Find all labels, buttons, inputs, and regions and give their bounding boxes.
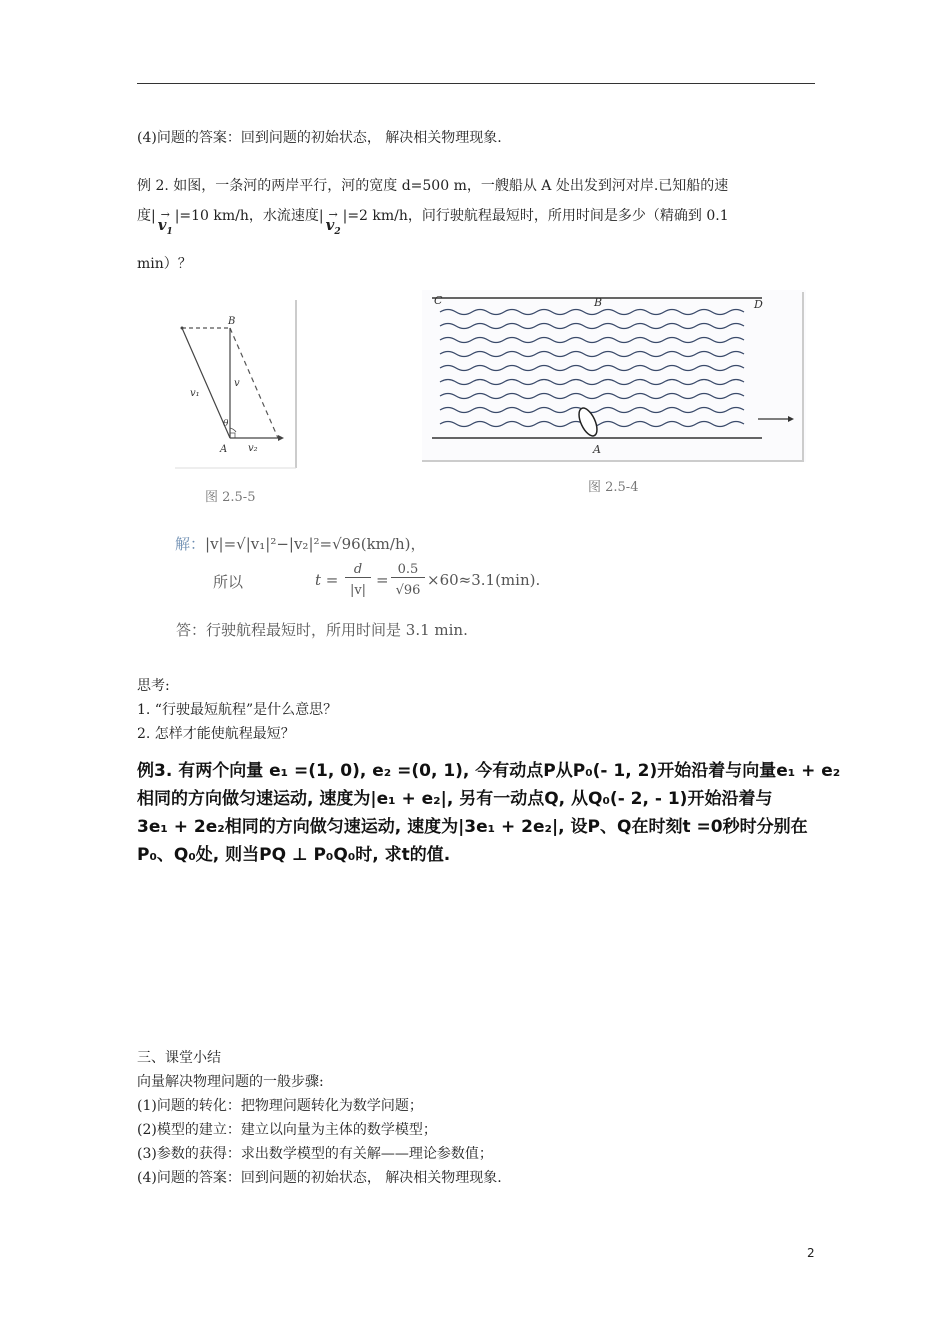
- label-A-river: A: [593, 443, 601, 456]
- label-theta: θ: [223, 419, 229, 429]
- summary-step-4: (4)问题的答案：回到问题的初始状态， 解决相关物理现象.: [137, 1170, 502, 1186]
- river-figure: [422, 290, 806, 465]
- solution-t-eq: t =: [315, 571, 339, 589]
- think-question-2: 2. 怎样才能使航程最短？: [137, 726, 295, 742]
- think-title: 思考:: [137, 678, 170, 694]
- example2-line2: [137, 206, 729, 238]
- example2-line2-a: 度|: [137, 208, 156, 224]
- label-B: B: [228, 316, 236, 327]
- summary-step-3: (3)参数的获得：求出数学模型的有关解——理论参数值；: [137, 1146, 493, 1162]
- v2-symbol: v: [325, 216, 335, 234]
- vector-diagram-figure: [170, 300, 300, 472]
- solution-line1: [175, 533, 425, 554]
- label-A: A: [220, 444, 228, 455]
- example3-line4: P₀、Q₀处, 则当PQ ⊥ P₀Q₀时, 求t的值.: [137, 845, 451, 865]
- solution-frac2-num: 0.5: [391, 562, 425, 578]
- example2-line2-b: |=10 km/h，水流速度|: [174, 208, 324, 224]
- prev-step-4: (4)问题的答案：回到问题的初始状态， 解决相关物理现象.: [137, 130, 502, 146]
- vector-v2: → $v_2$: [325, 208, 341, 237]
- label-v1: v₁: [190, 388, 200, 399]
- v2-arrowhead: [278, 435, 284, 441]
- figure-caption-left: 图 2.5-5: [205, 490, 256, 505]
- summary-title: 三、课堂小结: [137, 1050, 221, 1066]
- solution-eq2: =: [376, 571, 389, 589]
- example3-line2: 相同的方向做匀速运动, 速度为|e₁ + e₂|, 另有一动点Q, 从Q₀(- 2, - 1)开始沿着与: [137, 789, 773, 809]
- page-number: 2: [807, 1246, 815, 1260]
- solution-frac2-den: √96: [395, 583, 421, 598]
- summary-intro: 向量解决物理问题的一般步骤:: [137, 1074, 324, 1090]
- example2-line2-c: |=2 km/h，问行驶航程最短时，所用时间是多少（精确到 0.1: [342, 208, 729, 224]
- header-rule: [137, 83, 815, 84]
- solution-jie: 解：: [175, 535, 206, 553]
- label-D: D: [754, 298, 763, 311]
- solution-frac1-den: |v|: [349, 583, 367, 598]
- figure-caption-right: 图 2.5-4: [588, 480, 639, 495]
- label-v: v: [234, 378, 240, 389]
- vector-v1: → $v_1$: [157, 208, 173, 237]
- summary-step-2: (2)模型的建立：建立以向量为主体的数学模型；: [137, 1122, 437, 1138]
- v1-subscript: 1: [166, 227, 173, 237]
- solution-frac1-num: d: [345, 562, 371, 578]
- example2-line1: 例 2. 如图，一条河的两岸平行，河的宽度 d=500 m，一艘船从 A 处出发到河对岸.已知船的速: [137, 178, 729, 194]
- label-v2: v₂: [248, 443, 258, 454]
- label-C: C: [434, 294, 443, 307]
- think-question-1: 1. “行驶最短航程”是什么意思？: [137, 702, 338, 718]
- solution-speed-formula: |v|=√|v₁|²−|v₂|²=√96(km/h)，: [205, 535, 426, 553]
- example3-line3: 3e₁ + 2e₂相同的方向做匀速运动, 速度为|3e₁ + 2e₂|, 设P、Q在时刻t =0秒时分别在: [137, 817, 808, 837]
- example2-line3: min）？: [137, 256, 192, 272]
- solution-answer: 答：行驶航程最短时，所用时间是 3.1 min.: [176, 621, 468, 639]
- label-B-river: B: [594, 296, 603, 309]
- example3-line1: 例3. 有两个向量 e₁ =(1, 0), e₂ =(0, 1), 今有动点P从P₀(- 1, 2)开始沿着与向量e₁ + e₂: [137, 761, 841, 781]
- solution-suoyi: 所以: [213, 573, 244, 591]
- v2-subscript: 2: [334, 227, 341, 237]
- v1-symbol: v: [157, 216, 167, 234]
- solution-tail: ×60≈3.1(min).: [427, 571, 541, 589]
- summary-step-1: (1)问题的转化：把物理问题转化为数学问题；: [137, 1098, 423, 1114]
